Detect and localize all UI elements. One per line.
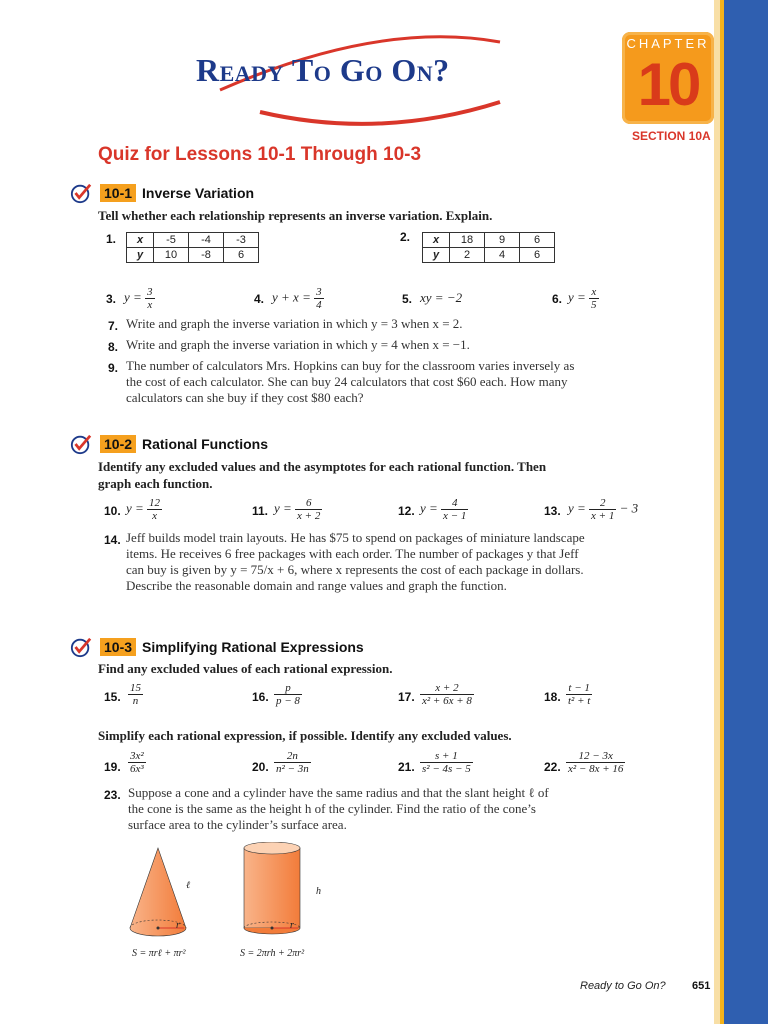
table-head-y: y xyxy=(423,248,450,263)
problem-number: 14. xyxy=(104,533,121,547)
equation: y = $\frac{4}{x - 1}$ xyxy=(420,497,467,522)
problem-text: Write and graph the inverse variation in which y = 3 when x = 2. xyxy=(126,316,463,331)
problem-number: 2. xyxy=(400,230,411,244)
problem-number: 5. xyxy=(402,292,413,306)
equation: y = $\frac{2}{x + 1}$ − 3 xyxy=(568,497,639,522)
chapter-number: 10 xyxy=(637,51,699,118)
problem-text: Suppose a cone and a cylinder have the same radius and that the slant height ℓ of the cone is the same as the height h of the cylinder. Find the ratio of the cone’s surface area to the cylinder’s surface area. xyxy=(128,785,549,832)
lesson-number: 10-1 xyxy=(100,184,136,202)
chapter-label: CHAPTER xyxy=(626,36,710,51)
equation: y = $\frac{12}{x}$ xyxy=(126,497,161,522)
problem-number: 6. xyxy=(552,292,563,306)
table-cell: -8 xyxy=(189,248,224,263)
quiz-title: Quiz for Lessons 10-1 Through 10-3 xyxy=(98,144,422,165)
table-cell: 18 xyxy=(450,233,485,248)
xy-table-2 xyxy=(422,232,555,263)
table-cell: 6 xyxy=(224,248,259,263)
cylinder-radius-label: r xyxy=(290,920,294,931)
problem-number: 1. xyxy=(106,232,117,246)
instruction: Identify any excluded values and the asymptotes for each rational function. Then graph each function. xyxy=(98,459,547,491)
cylinder-formula: S = 2πrh + 2πr² xyxy=(240,948,305,959)
instruction: Tell whether each relationship represents an inverse variation. Explain. xyxy=(98,208,493,223)
problem-number: 19. xyxy=(104,760,121,774)
problem-text: Jeff builds model train layouts. He has $75 to spend on packages of miniature landscape items. He receives 6 free packages with each order. The number of packages y that Jeff can buy is given by y = 75/x + 6, where x represents the cost of each package in dollars. Describe the reasonable domain and range values and graph the function. xyxy=(126,530,585,593)
problem-text: Write and graph the inverse variation in which y = 4 when x = −1. xyxy=(126,337,470,352)
table-cell: -3 xyxy=(224,233,259,248)
xy-table-1 xyxy=(126,232,259,263)
expression: $\frac{x + 2}{\text{x² + 6x + 8}}$ xyxy=(422,682,472,707)
problem-number: 9. xyxy=(108,361,119,375)
table-cell: 9 xyxy=(485,233,520,248)
table-cell: 6 xyxy=(520,233,555,248)
expression: $\frac{12 - 3x}{\text{x² − 8x + 16}}$ xyxy=(568,750,624,775)
equation: xy = −2 xyxy=(420,290,463,305)
instruction: Find any excluded values of each rational expression. xyxy=(98,661,393,676)
problem-number: 17. xyxy=(398,690,415,704)
cone-radius-label: r xyxy=(176,920,180,931)
problem-number: 21. xyxy=(398,760,415,774)
chapter-badge xyxy=(622,32,714,124)
table-head-y: y xyxy=(127,248,154,263)
equation: y = $\frac{x}{5}$ xyxy=(568,286,597,311)
problem-number: 23. xyxy=(104,788,121,802)
problem-number: 15. xyxy=(104,690,121,704)
cone-cylinder-figure xyxy=(118,842,348,942)
problem-number: 8. xyxy=(108,340,119,354)
table-cell: -5 xyxy=(154,233,189,248)
problem-number: 20. xyxy=(252,760,269,774)
page-number: 651 xyxy=(692,980,711,992)
checkmark-icon xyxy=(70,182,92,204)
expression: $\frac{15}{n}$ xyxy=(130,682,141,707)
checkmark-icon xyxy=(70,636,92,658)
expression: $\frac{p}{p - 8}$ xyxy=(276,682,300,707)
problem-number: 22. xyxy=(544,760,561,774)
expression: $\frac{\text{3x²}}{\text{6x³}}$ xyxy=(130,750,144,775)
equation: y + x = $\frac{3}{4}$ xyxy=(272,286,322,311)
problem-number: 12. xyxy=(398,504,415,518)
lesson-title: Rational Functions xyxy=(142,436,268,452)
cone-slant-label: ℓ xyxy=(186,880,191,891)
table-cell: -4 xyxy=(189,233,224,248)
table-cell: 6 xyxy=(520,248,555,263)
table-head-x: x xyxy=(127,233,154,248)
instruction: Simplify each rational expression, if possible. Identify any excluded values. xyxy=(98,728,512,743)
footer-label: Ready to Go On? xyxy=(580,980,666,992)
table-cell: 2 xyxy=(450,248,485,263)
problem-text: The number of calculators Mrs. Hopkins can buy for the classroom varies inversely as the cost of each calculator. She can buy 24 calculators that cost $60 each. How many calculators can she buy if they cost $80 each? xyxy=(126,358,575,405)
table-cell: 4 xyxy=(485,248,520,263)
cone-formula: S = πrℓ + πr² xyxy=(132,948,186,959)
equation: y = $\frac{6}{x + 2}$ xyxy=(274,497,321,522)
problem-number: 10. xyxy=(104,504,121,518)
problem-number: 13. xyxy=(544,504,561,518)
expression: $\frac{t - 1}{\text{t² + t}}$ xyxy=(568,682,591,707)
expression: $\frac{2n}{\text{n² − 3n}}$ xyxy=(276,750,309,775)
table-cell: 10 xyxy=(154,248,189,263)
table-head-x: x xyxy=(423,233,450,248)
problem-number: 7. xyxy=(108,319,119,333)
lesson-title: Simplifying Rational Expressions xyxy=(142,639,364,655)
cylinder-shape xyxy=(244,848,300,928)
cylinder-height-label: h xyxy=(316,886,321,897)
lesson-number: 10-2 xyxy=(100,435,136,453)
problem-number: 16. xyxy=(252,690,269,704)
lesson-number: 10-3 xyxy=(100,638,136,656)
page-title: Ready To Go On? xyxy=(196,52,450,88)
equation: y = $\frac{3}{x}$ xyxy=(124,286,153,311)
problem-number: 18. xyxy=(544,690,561,704)
expression: $\frac{s + 1}{\text{s² − 4s − 5}}$ xyxy=(422,750,471,775)
problem-number: 4. xyxy=(254,292,265,306)
problem-number: 11. xyxy=(252,504,269,518)
lesson-title: Inverse Variation xyxy=(142,185,255,201)
problem-number: 3. xyxy=(106,292,117,306)
section-label: SECTION 10A xyxy=(632,129,711,143)
page-edge-tab xyxy=(724,0,768,1024)
checkmark-icon xyxy=(70,433,92,455)
